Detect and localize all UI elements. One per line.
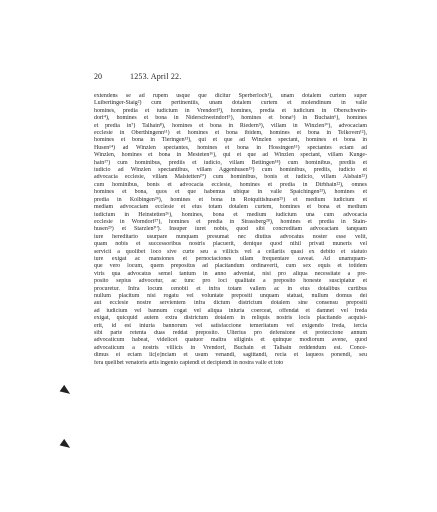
text-line: quam nobis et successoribus nostris placuerit, denique quod nihil privati muneris vel — [94, 241, 367, 248]
text-line: mediam advocaciam ecclesie et eius totam dotalem curtem, homines et bona et medium — [94, 204, 367, 211]
text-line: fera quelibet venatoris artis ingenio capiendi et decipiendi in nostra valle et toto — [94, 359, 284, 366]
text-line: homines et bona, quos et que habemus ubique in valle Spaichingen²³), homines et — [94, 189, 367, 196]
text-line: Husen¹⁴) ad Winzlen spectantes, homines et bona in Hossingen¹⁵) spectantes eciam ad — [94, 144, 367, 151]
text-line: et predia in⁷) Talhain⁸), homines et bona in Riedern⁹), villam in Winzlen¹⁰), advocaciam — [94, 122, 367, 129]
text-line: Winzlen, homines et bona in Mesteten¹⁶), qui et que ad Winzlen spectant, villam Kunge- — [94, 152, 367, 159]
text-line: Luibertinger-Staig²) cum pertinentiis, unam dotalem curtem et molendinum in valle — [94, 100, 367, 107]
text-line: nullum placitum nisi rogatu vel voluntate prepositi unquam statuat, nullum domus dei — [94, 292, 367, 299]
text-line: erit, id est iniuria bannorum vel satisfaccione temeritatum vel exigendo freda, tercia — [94, 322, 367, 329]
page-number: 20 — [94, 72, 102, 81]
text-line: aut ecclesie nostre servientem infra dictum districtum dotalem sine consensu prepositi — [94, 300, 367, 307]
text-line: procuretur. Infra locum cenobii et infra totam vallem ac in eius dotalibus curtibus — [94, 285, 367, 292]
text-line: advocacia ecclesie, villam Malstetten²⁰) cum hominibus, bonis et iudicio, villam Alsbain²¹) — [94, 174, 367, 181]
text-line: predia in Kolbingen²⁴), homines et bona in Rotquitishusen²⁵) et medium iudicium et — [94, 196, 367, 203]
text-line: iudicio ad Winzlen spectantibus, villam Aggenhusen¹⁹) cum hominibus, prediis, iudicio et — [94, 167, 367, 174]
text-line: advocaticum a nostris villicis in Vrendorf, Buchain et Talhain reddendum est. Conce- — [94, 344, 367, 351]
text-line: extendens se ad rupem usque que dicitur Sperberloch¹), unam dotalem curtem super — [94, 93, 367, 99]
text-line: iudicium in Heinstetten²⁶), homines, bona et medium iudicium una cum advocacia — [94, 211, 367, 218]
text-line: posito sepius advocetur, ac tunc pro loci qualitate a preposito honeste suscipiatur et — [94, 278, 367, 285]
text-line: iure hereditario usurpare nunquam presumat nec diutius advocatus noster esse velit, — [94, 233, 367, 240]
text-line: dorf⁴), homines et bona in Niderschweindorf⁵), homines et bona⁶) in Buchain⁶), homines — [94, 115, 367, 122]
text-line: viris qua advocatus semel tantum in anno adveniat, nisi pro aliqua necessitate a pre- — [94, 270, 367, 277]
text-line: advocaticum habeat, videlicet quatuor maltra siliginis et quinque modiorum avene, quod — [94, 337, 367, 344]
text-line: servicii a quolibet loco sive curte seu a villicis vel a cellariis quasi ex debito et statuto — [94, 248, 367, 255]
charter-text — [94, 93, 367, 367]
text-line: ad iudicium vel bannum cogat vel aliqua iniuria coerceat, offendat et damnet vel freda — [94, 307, 367, 314]
text-line: ecclesie in Worndorf²⁷), homines et predia in Strassberg²⁸), homines et predia in Stain- — [94, 218, 367, 225]
text-line: exigat, quicquid autem extra districtum dotalem in reliquis nostris locis placitando acquisi- — [94, 315, 367, 322]
text-line: homines, predia et iudicium in Vrendorf³), homines, predia et iudicium in Oberschwein- — [94, 107, 367, 114]
triangle-pointer-icon — [60, 439, 73, 451]
text-line: hain¹⁷) cum hominibus, prediis et iudicio, villam Bettingen¹⁸) cum hominibus, prediis et — [94, 159, 367, 166]
text-line: ecclesie in Oberthingenn¹¹) et homines et bona ibidem, homines et bona in Telkoven¹²), — [94, 130, 367, 137]
text-line: cum hominibus, bonis et advocacia ecclesie, homines et predia in Dirbhain²²), omnes — [94, 181, 367, 188]
text-line: dimus ei eciam lic[e]nciam et usum venandi, sagittandi, recia et laqueos ponendi, seu — [94, 352, 367, 359]
text-line: husen²⁹) et Starzlen³⁰). Insuper iuret nobis, quod sibi concreditam advocaciam tanquam — [94, 226, 367, 233]
page-header — [94, 71, 367, 83]
text-line: sibi parte retenta duas reddat preposito. Ulterius pro defensione et proteccione annum — [94, 330, 367, 336]
text-line: homines et bona in Tieringen¹³), qui et que ad Winzlen spectant, homines et bona in — [94, 137, 367, 144]
text-line: iure exigat ac mansiones et pernoctaciones ullam frequentare caveat. Ad unamquam- — [94, 255, 367, 262]
text-line: que vero locum, quem prepositus ad placitandum ordinaverit, cum sex equis et totidem — [94, 263, 367, 270]
triangle-pointer-icon — [60, 385, 73, 397]
running-head: 1253. April 22. — [130, 72, 182, 81]
